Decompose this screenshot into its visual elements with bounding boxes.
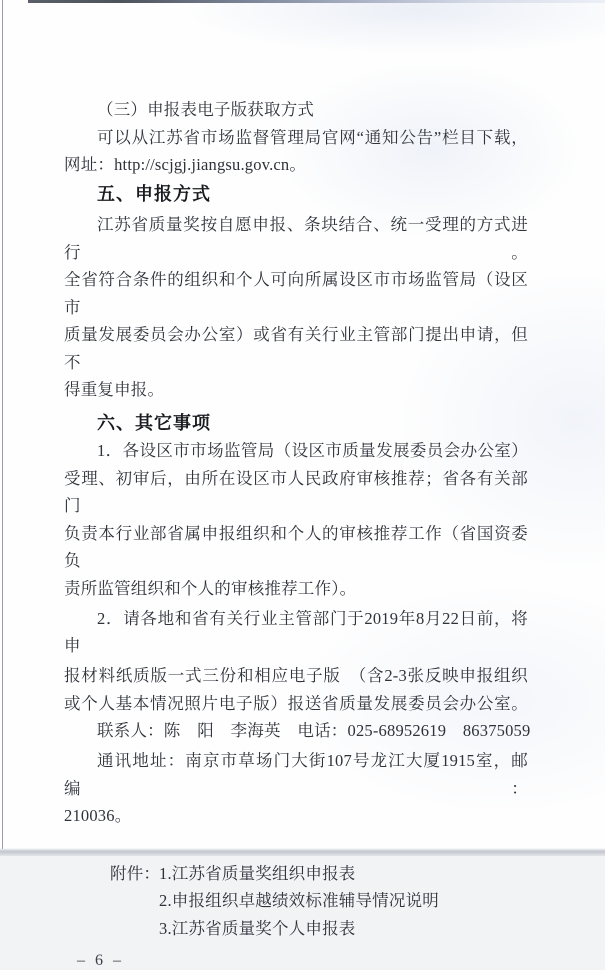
attachment-item (64, 887, 528, 915)
paragraph-line: 负责本行业部省属申报组织和个人的审核推荐工作（省国资委负 (64, 523, 528, 570)
paragraph-line: 报材料纸质版一式三份和相应电子版 （含2-3张反映申报组织 (64, 666, 528, 685)
attachments-list (64, 860, 528, 943)
paragraph-line: 可以从江苏省市场监督管理局官网“通知公告”栏目下载， (97, 127, 528, 147)
page-number: – 6 – (77, 952, 124, 969)
attachment-item-title: 3.江苏省质量奖个人申报表 (159, 918, 356, 938)
attachment-item-title: 1.江苏省质量奖组织申报表 (159, 863, 356, 883)
section-heading-3: （三）申报表电子版获取方式 (97, 100, 315, 119)
paragraph-line: 质量发展委员会办公室）或省有关行业主管部门提出申请，但不 (64, 325, 528, 372)
attachment-label: 附件： (110, 863, 161, 883)
paragraph-line: 受理、初审后，由所在设区市人民政府审核推荐；省各有关部门 (64, 468, 528, 515)
paragraph-line: 2．请各地和省有关行业主管部门于2019年8月22日前，将申 (64, 608, 528, 655)
postcode-line: 210036。 (64, 806, 132, 825)
scan-bottom-edge-artifact (0, 848, 605, 856)
paragraph-line: 1．各设区市市场监管局（设区市质量发展委员会办公室） (97, 441, 528, 460)
paragraph-line: 得重复申报。 (64, 380, 165, 399)
paragraph-line: 江苏省质量奖按自愿申报、条块结合、统一受理的方式进行。 (64, 215, 528, 262)
scan-left-edge-artifact (2, 0, 3, 849)
url-line: 网址：http://scjgj.jiangsu.gov.cn。 (64, 155, 307, 174)
contact-line: 联系人：陈 阳 李海英 电话：025-68952619 86375059 (97, 721, 531, 740)
section-heading-6: 六、其它事项 (97, 412, 211, 433)
paragraph-line: 全省符合条件的组织和个人可向所属设区市市场监管局（设区市 (64, 270, 528, 317)
address-line: 通讯地址：南京市草场门大街107号龙江大厦1915室，邮编： (64, 751, 528, 798)
attachment-item (64, 915, 528, 943)
attachment-item (64, 860, 528, 888)
section-heading-5: 五、申报方式 (97, 184, 211, 204)
document-body (64, 0, 531, 970)
paragraph-line: 或个人基本情况照片电子版）报送省质量发展委员会办公室。 (64, 693, 528, 713)
paragraph-line: 责所监管组织和个人的审核推荐工作）。 (64, 578, 357, 598)
attachment-item-title: 2.申报组织卓越绩效标准辅导情况说明 (159, 891, 439, 910)
